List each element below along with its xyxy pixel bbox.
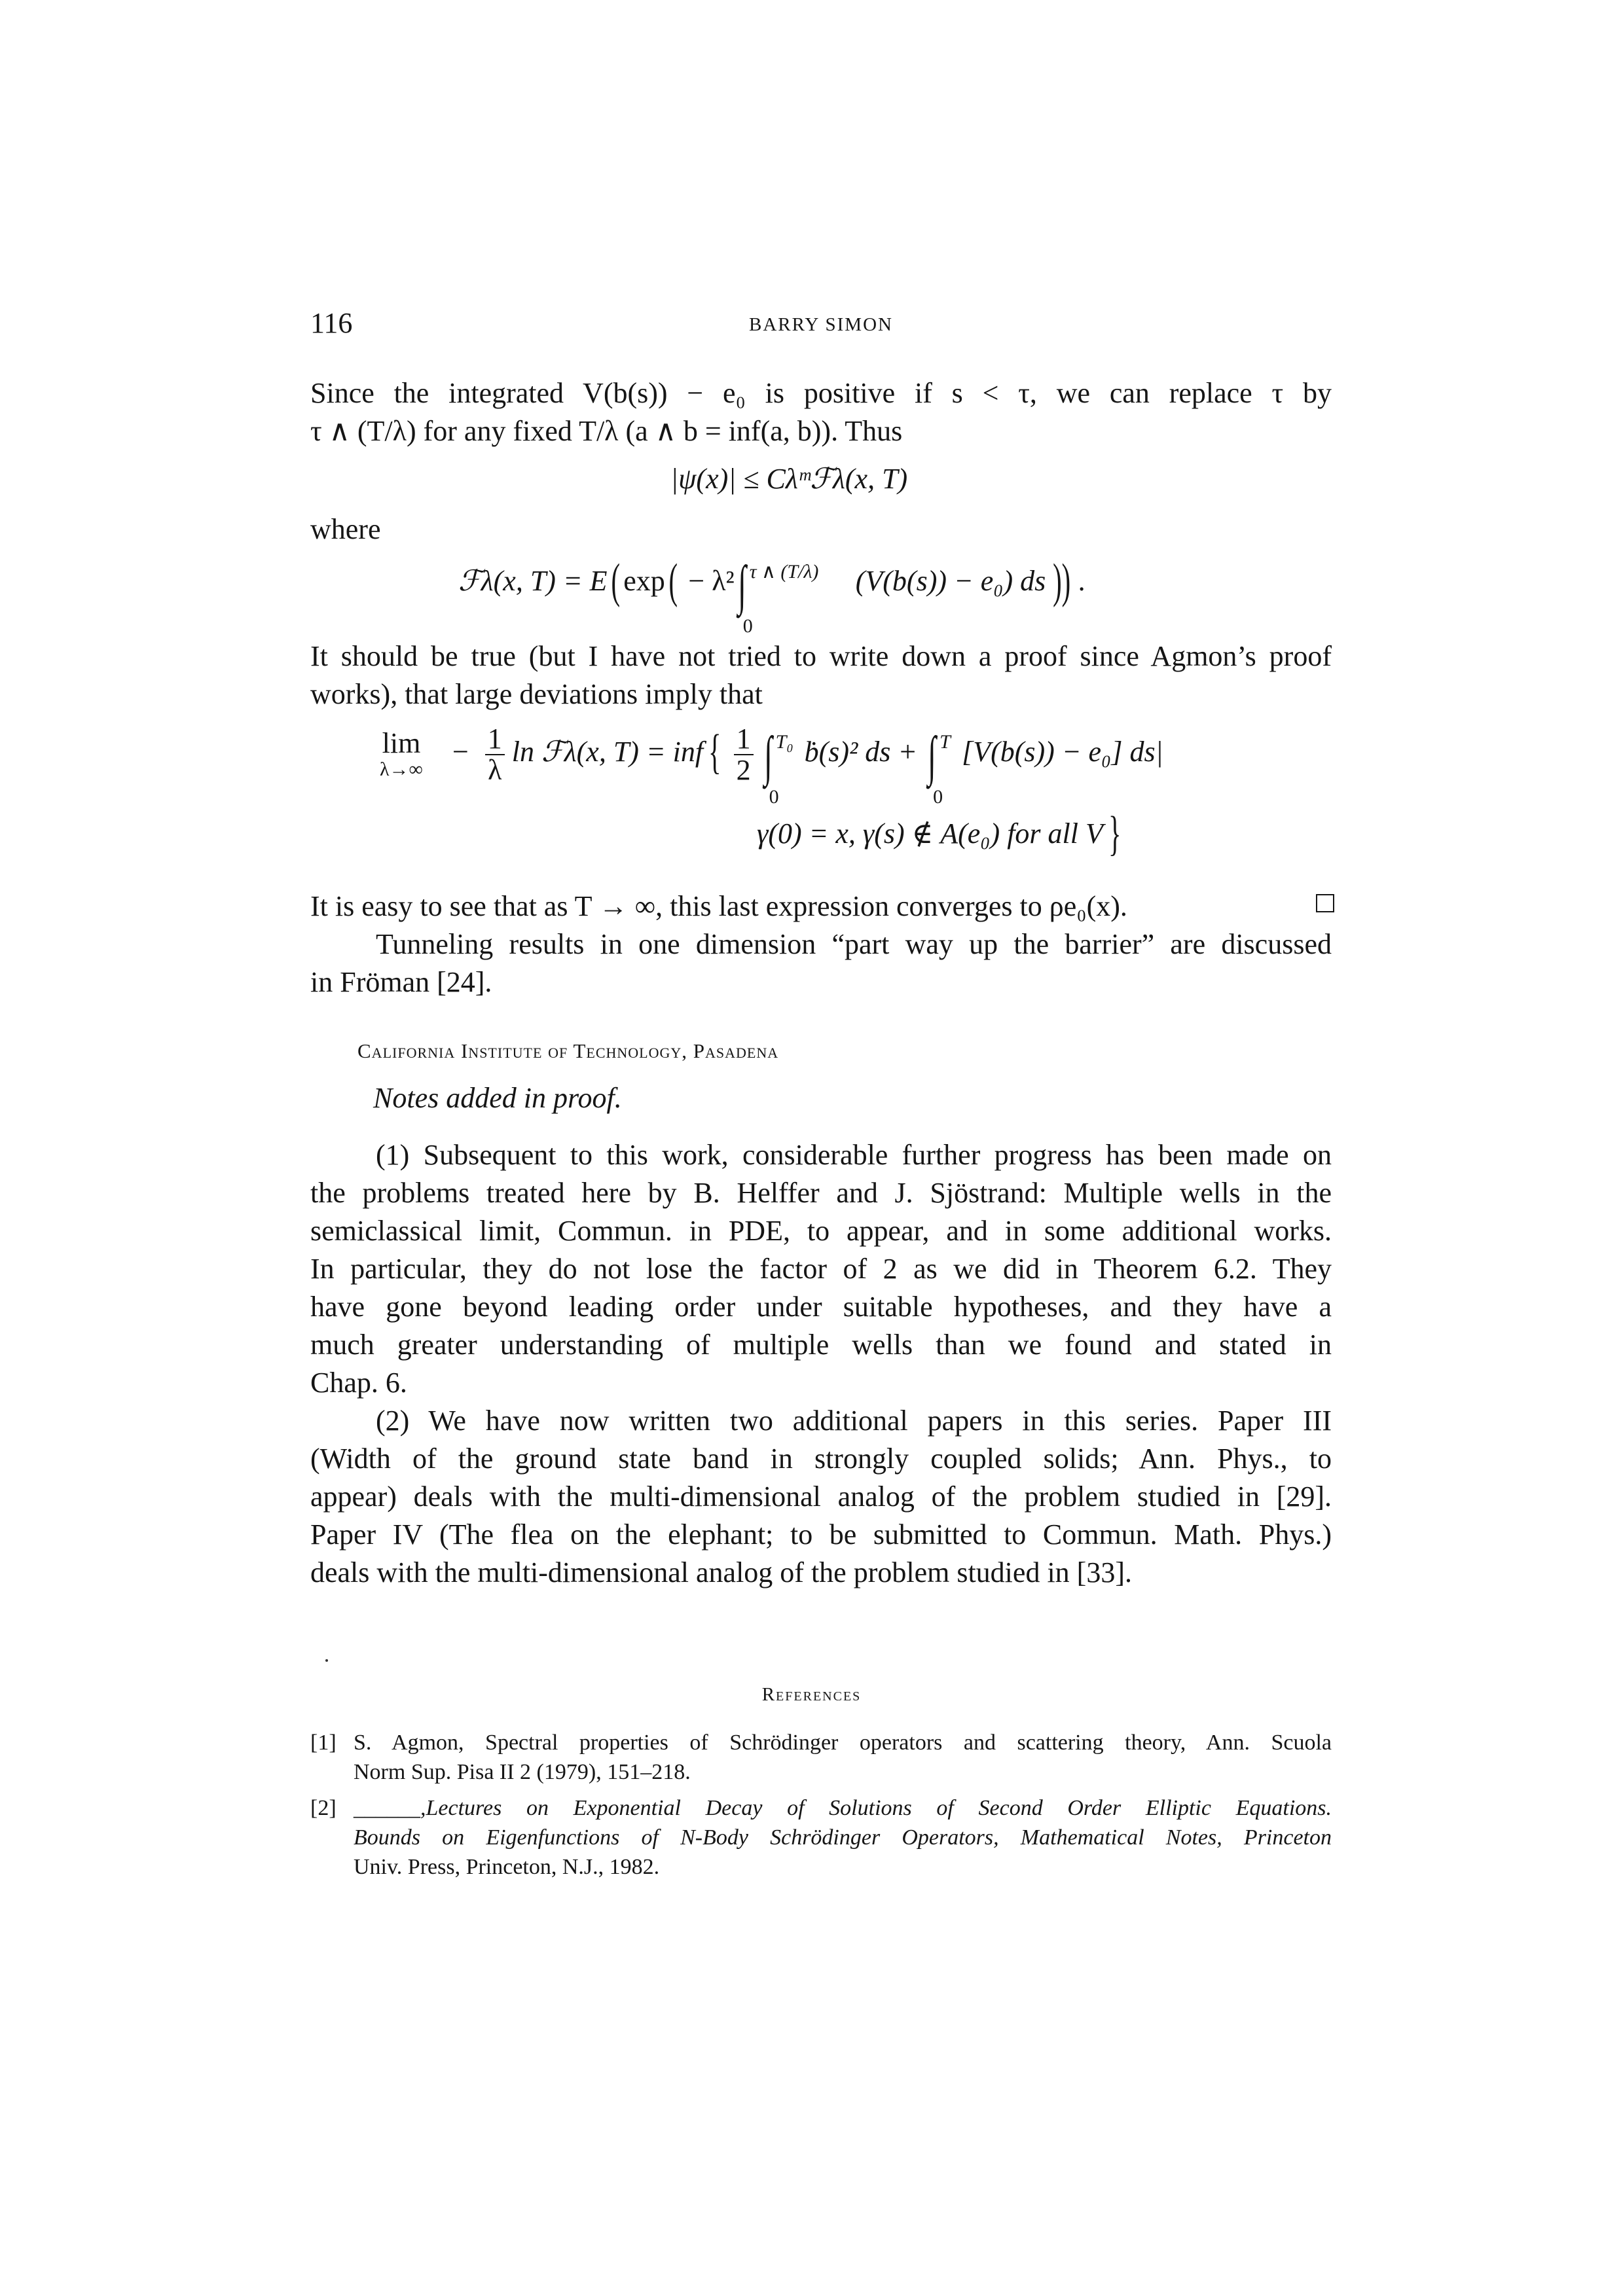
eq2-upper-limit: τ ∧ (T/λ) <box>749 561 819 583</box>
fraction-one-over-lambda <box>485 724 505 785</box>
reference-line: S. Agmon, Spectral properties of Schrödinger operators and scattering theory, Ann. Scuola <box>354 1731 1332 1755</box>
reference-number: [2] <box>310 1796 337 1820</box>
lim-label: lim <box>382 727 421 759</box>
paragraph-line: in Fröman [24]. <box>310 966 492 998</box>
int1-body: ḃ(s)² ds + <box>804 736 918 768</box>
paragraph-line: much greater understanding of multiple wells than we found and stated in <box>310 1329 1332 1361</box>
notes-title: Notes added in proof. <box>373 1082 622 1114</box>
eq3-minus: − <box>452 736 469 768</box>
stray-dot <box>325 1659 328 1662</box>
reference-line: ______,Lectures on Exponential Decay of Solutions of Second Order Elliptic Equations. <box>354 1796 1332 1820</box>
note-2 <box>310 1402 1332 1592</box>
eq2-lhs: ℱλ(x, T) = E <box>458 565 608 597</box>
int1-lower-limit: 0 <box>769 786 779 808</box>
paragraph-line: In particular, they do not lose the factor of 2 as we did in Theorem 6.2. They <box>310 1253 1332 1285</box>
paragraph-line: the problems treated here by B. Helffer and J. Sjöstrand: Multiple wells in the <box>310 1177 1332 1209</box>
integral-sign: ∫ <box>737 555 746 616</box>
page-number: 116 <box>310 307 353 339</box>
fraction-denominator: 2 <box>736 754 751 786</box>
paragraph-line: deals with the multi-dimensional analog of the problem studied in [33]. <box>310 1556 1132 1588</box>
int2-body: [V(b(s)) − e₀] ds| <box>962 736 1163 768</box>
left-brace: { <box>708 725 721 780</box>
reference-1 <box>310 1728 1332 1787</box>
paragraph-line: Tunneling results in one dimension “part way up the barrier” are discussed <box>376 928 1332 960</box>
equation-limit-constraint <box>757 807 1126 861</box>
equation-limit <box>380 723 1163 808</box>
qed-box-icon <box>1316 894 1334 912</box>
note-1 <box>310 1136 1332 1402</box>
references-title: References <box>761 1684 862 1705</box>
running-head-author: BARRY SIMON <box>749 314 893 335</box>
eq3-ln-part: ln ℱλ(x, T) = inf <box>511 736 704 768</box>
paragraph-line: (1) Subsequent to this work, considerable further progress has been made on <box>376 1139 1332 1171</box>
eq2-exp: exp <box>623 565 665 597</box>
paragraph-line: works), that large deviations imply that <box>310 678 763 710</box>
left-paren: ( <box>668 554 678 608</box>
lim-subscript: λ→∞ <box>380 759 423 780</box>
fraction-numerator: 1 <box>734 724 754 755</box>
paragraph-intro <box>310 374 1332 450</box>
constraint-text: γ(0) = x, γ(s) ∉ A(e₀) for all V <box>757 817 1103 850</box>
paragraph-line: Since the integrated V(b(s)) − e₀ is positive if s < τ, we can replace τ by <box>310 377 1332 409</box>
paragraph-line: (2) We have now written two additional papers in this series. Paper III <box>376 1405 1332 1437</box>
reference-line: Univ. Press, Princeton, N.J., 1982. <box>354 1855 660 1879</box>
where-label: where <box>310 513 381 545</box>
int1-upper-limit: T₀ <box>775 731 793 753</box>
right-brace: } <box>1108 807 1122 861</box>
equation-psi-bound: |ψ(x)| ≤ Cλᵐℱλ(x, T) <box>670 463 908 495</box>
integral-sign: ∫ <box>763 726 773 787</box>
right-paren: )) <box>1053 554 1071 608</box>
left-paren: ( <box>611 554 620 608</box>
int2-lower-limit: 0 <box>933 786 943 808</box>
eq2-lower-limit: 0 <box>742 615 753 637</box>
fraction-numerator: 1 <box>485 724 505 755</box>
paragraph-line: It should be true (but I have not tried to write down a proof since Agmon’s proof <box>310 640 1332 672</box>
fraction-denominator: λ <box>488 754 502 786</box>
eq2-period: . <box>1078 565 1085 597</box>
paragraph-line: τ ∧ (T/λ) for any fixed T/λ (a ∧ b = inf(a, b)). Thus <box>310 415 903 447</box>
paragraph-conclusion <box>310 888 1332 1001</box>
paragraph-line: have gone beyond leading order under suitable hypotheses, and they have a <box>310 1291 1332 1323</box>
integral-sign: ∫ <box>928 726 936 787</box>
eq2-minus: − λ² <box>681 565 735 597</box>
paragraph-line: Chap. 6. <box>310 1367 407 1399</box>
equation-F-definition <box>458 554 1085 637</box>
reference-number: [1] <box>310 1731 337 1755</box>
paragraph-line: It is easy to see that as T → ∞, this last expression converges to ρe₀(x). <box>310 890 1127 922</box>
reference-line: Norm Sup. Pisa II 2 (1979), 151–218. <box>354 1760 691 1784</box>
fraction-one-half <box>734 724 754 785</box>
paragraph-line: semiclassical limit, Commun. in PDE, to appear, and in some additional works. <box>310 1215 1332 1247</box>
reference-2 <box>310 1793 1332 1882</box>
paragraph-large-deviations <box>310 637 1332 713</box>
running-head <box>310 306 1332 346</box>
paragraph-line: (Width of the ground state band in strongly coupled solids; Ann. Phys., to <box>310 1443 1332 1475</box>
paragraph-line: appear) deals with the multi-dimensional analog of the problem studied in [29]. <box>310 1480 1332 1513</box>
paragraph-line: Paper IV (The flea on the elephant; to be submitted to Commun. Math. Phys.) <box>310 1518 1332 1551</box>
eq2-integrand: (V(b(s)) − e₀) ds <box>855 565 1046 597</box>
author-affiliation: California Institute of Technology, Pasadena <box>357 1039 779 1062</box>
int2-upper-limit: T <box>939 731 951 753</box>
reference-line: Bounds on Eigenfunctions of N-Body Schrödinger Operators, Mathematical Notes, Princeton <box>354 1825 1332 1850</box>
